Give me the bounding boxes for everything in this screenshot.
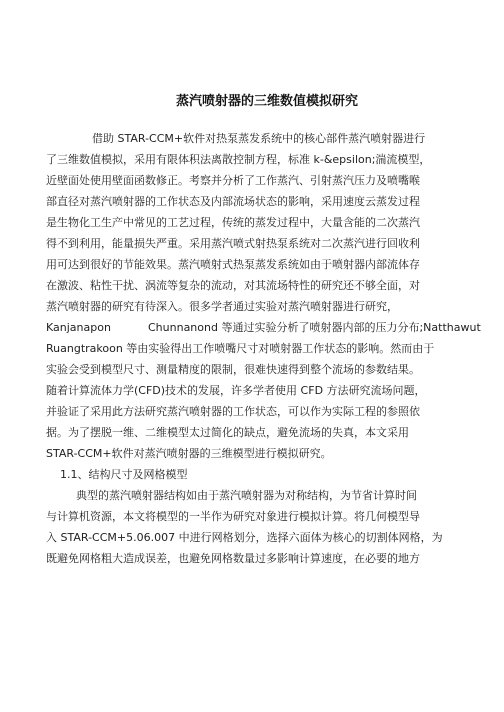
- text-line: 近壁面处使用壁面函数修正。考察并分析了工作蒸汽、引射蒸汽压力及喷嘴喉: [46, 174, 420, 187]
- section-heading: 1.1、结构尺寸及网格模型: [60, 468, 188, 481]
- text-line: 用可达到很好的节能效果。蒸汽喷射式热泵蒸发系统如由于喷射器内部流体存: [46, 258, 420, 271]
- text-line: 与计算机资源，本文将模型的一半作为研究对象进行模拟计算。将几何模型导: [46, 510, 420, 523]
- text-line: 借助 STAR-CCM+软件对热泵蒸发系统中的核心部件蒸汽喷射器进行: [92, 132, 426, 145]
- text-line: 了三维数值模拟，采用有限体积法离散控制方程，标准 k-&epsilon;湍流模型，: [46, 153, 431, 166]
- text-line: 据。为了摆脱一维、二维模型太过简化的缺点，避免流场的失真，本文采用: [46, 426, 409, 439]
- text-line: 蒸汽喷射器的研究有待深入。很多学者通过实验对蒸汽喷射器进行研究，: [46, 300, 398, 313]
- text-line: 并验证了采用此方法研究蒸汽喷射器的工作状态，可以作为实际工程的参照依: [46, 405, 420, 418]
- text-line: 得不到利用，能量损失严重。采用蒸汽喷式射热泵系统对二次蒸汽进行回收利: [46, 237, 420, 250]
- document-title: 蒸汽喷射器的三维数值模拟研究: [175, 94, 358, 109]
- text-line: 随着计算流体力学(CFD)技术的发展，许多学者使用 CFD 方法研究流场问题，: [46, 384, 426, 397]
- text-line: Kanjanapon: [46, 321, 111, 334]
- text-line: 既避免网格粗大造成误差，也避免网格数量过多影响计算速度，在必要的地方: [46, 552, 420, 565]
- text-line: 入 STAR-CCM+5.06.007 中进行网格划分，选择六面体为核心的切割体网格，为: [46, 531, 443, 544]
- text-line: 实验会受到模型尺寸、测量精度的限制，很难快速得到整个流场的参数结果。: [46, 363, 420, 376]
- text-line: Chunnanond 等通过实验分析了喷射器内部的压力分布;Natthawut: [148, 321, 481, 334]
- text-line: 部直径对蒸汽喷射器的工作状态及内部流场状态的影响，采用速度云蒸发过程: [46, 195, 420, 208]
- text-line: STAR-CCM+软件对蒸汽喷射器的三维模型进行模拟研究。: [46, 447, 332, 460]
- text-line: Ruangtrakoon 等由实验得出工作喷嘴尺寸对喷射器工作状态的影响。然而由于: [46, 342, 435, 355]
- text-line: 在激波、粘性干扰、涡流等复杂的流动，对其流场特性的研究还不够全面，对: [46, 279, 420, 292]
- text-line: 是生物化工生产中常见的工艺过程，传统的蒸发过程中，大量含能的二次蒸汽: [46, 216, 420, 229]
- text-line: 典型的蒸汽喷射器结构如由于蒸汽喷射器为对称结构，为节省计算时间: [76, 489, 417, 502]
